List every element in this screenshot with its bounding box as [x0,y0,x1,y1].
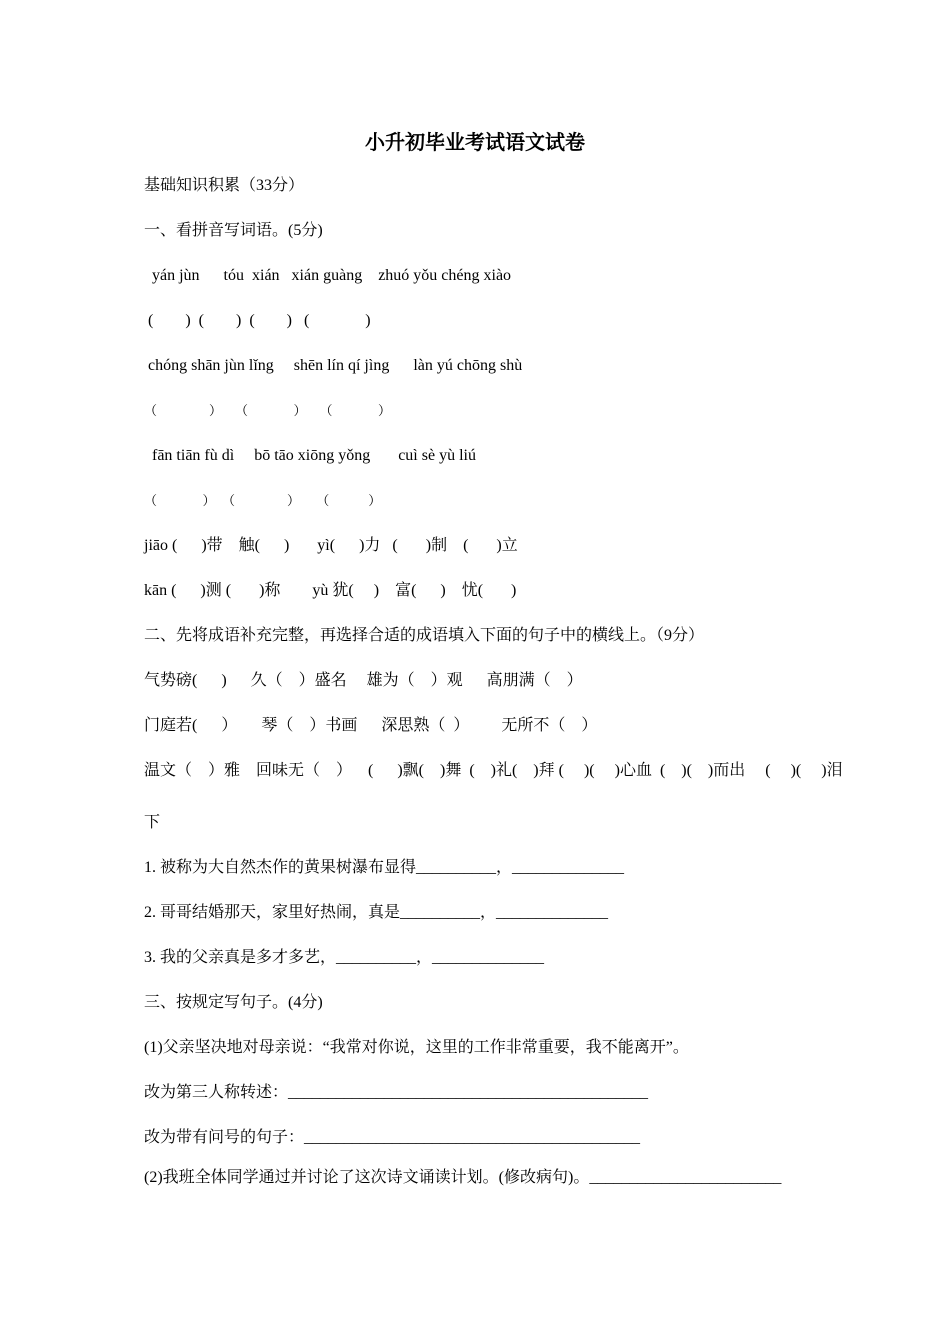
question-3-heading: 三、按规定写句子。(4分) [144,994,323,1011]
question-1-heading: 一、看拼音写词语。(5分) [144,222,323,239]
question-2-heading: 二、先将成语补充完整，再选择合适的成语填入下面的句子中的横线上。（9分） [144,627,705,644]
pinyin-row-3: fān tiān fù dì bō tāo xiōng yǒng cuì sè yù liú [144,447,476,464]
sentence-task-2: (2)我班全体同学通过并讨论了这次诗文诵读计划。(修改病句)。________________________ [144,1169,782,1186]
answer-brackets-row-3: （ ） （ ） （ ） [144,493,382,508]
pinyin-row-1: yán jùn tóu xián xián guàng zhuó yǒu chéng xiào [144,267,512,284]
idiom-row-3-wrap: 下 [144,814,161,831]
rewrite-third-person: 改为第三人称转述：_____________________________________________ [144,1084,649,1101]
rewrite-question: 改为带有问号的句子：__________________________________________ [144,1129,641,1146]
idiom-row-3: 温文（ ）雅 回味无（ ） ( )飘( )舞 ( )礼( )拜 ( )( )心血 ( )( )而出 ( )( )泪 [144,762,843,779]
idiom-row-2: 门庭若( ） 琴（ ）书画 深思熟（ ） 无所不（ ） [144,717,598,734]
section-heading: 基础知识积累（33分） [144,177,305,194]
polyphone-row-2: kān ( )测 ( )称 yù 犹( ) 富( ) 忧( ) [144,582,517,599]
page-title: 小升初毕业考试语文试卷 [365,130,585,154]
sentence-task-1: (1)父亲坚决地对母亲说：“我常对你说，这里的工作非常重要，我不能离开”。 [144,1039,689,1056]
fill-sentence-1: 1. 被称为大自然杰作的黄果树瀑布显得__________，______________ [144,859,625,876]
idiom-row-1: 气势磅( ) 久（ ）盛名 雄为（ ）观 高朋满（ ） [144,672,583,689]
answer-brackets-row-2: （ ） （ ） （ ） [144,403,392,418]
answer-brackets-row-1: ( ) ( ) ( ) ( ) [144,312,371,329]
fill-sentence-3: 3. 我的父亲真是多才多艺，__________，______________ [144,949,545,966]
fill-sentence-2: 2. 哥哥结婚那天，家里好热闹，真是__________，______________ [144,904,609,921]
polyphone-row-1: jiāo ( )带 触( ) yì( )力 ( )制 ( )立 [144,537,518,554]
pinyin-row-2: chóng shān jùn lǐng shēn lín qí jìng làn yú chōng shù [144,357,523,374]
